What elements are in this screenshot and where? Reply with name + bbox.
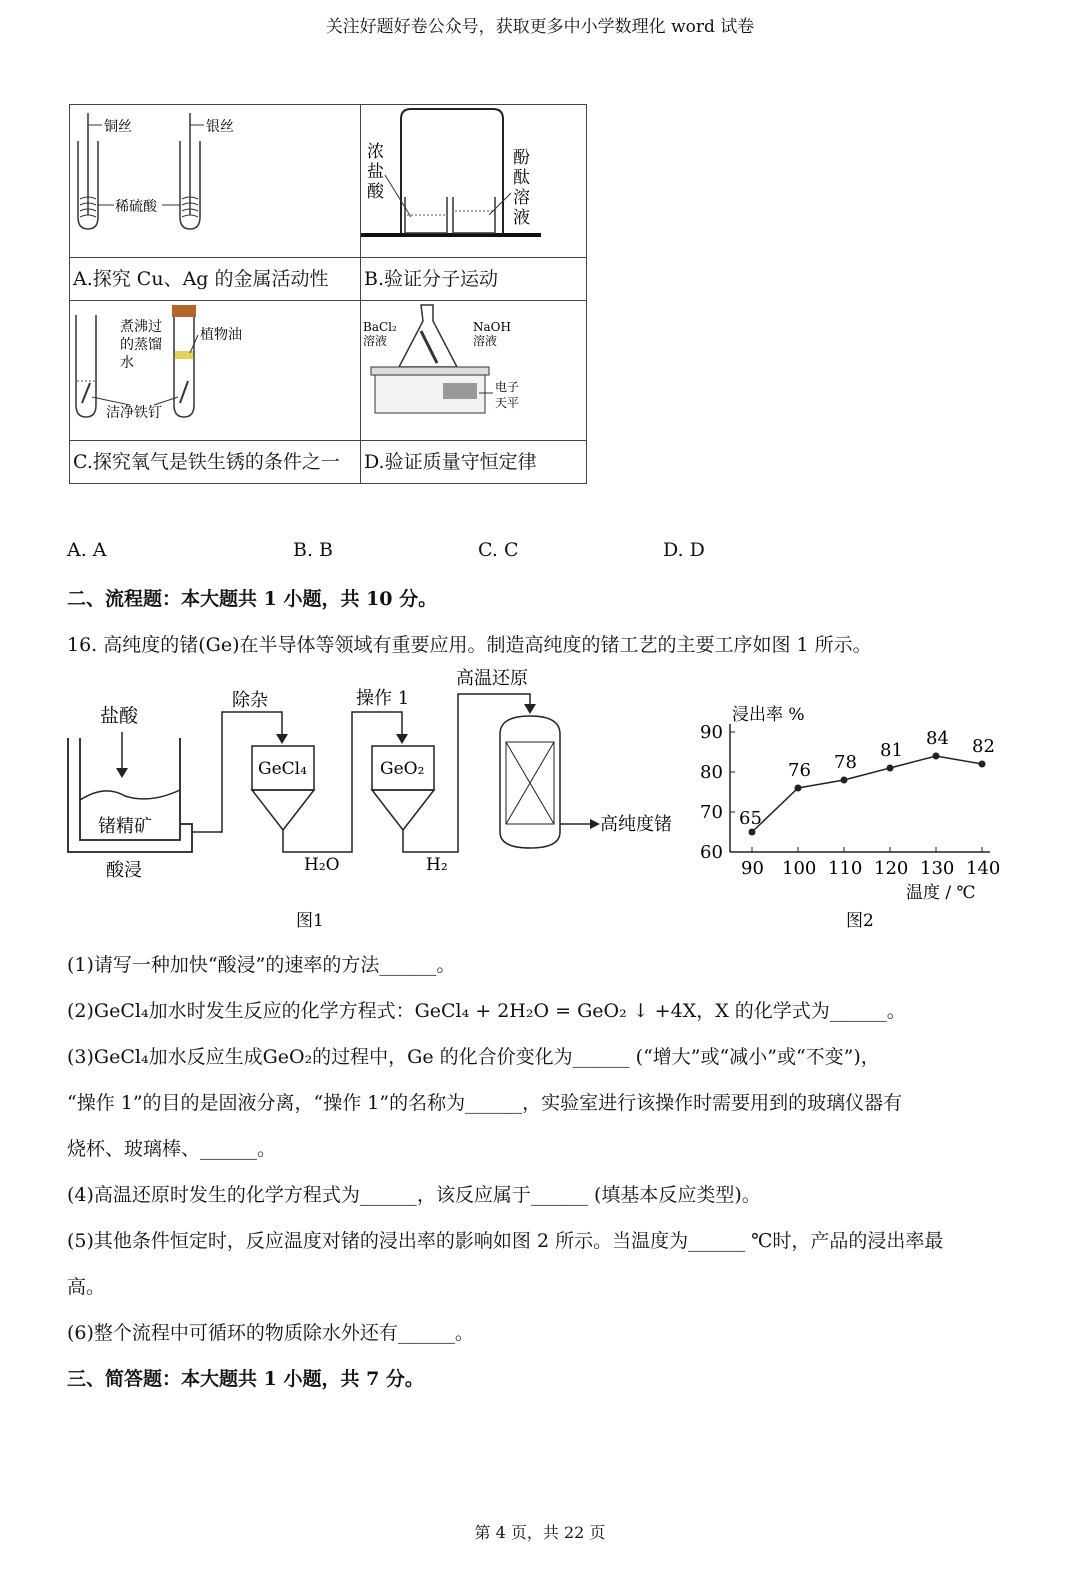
label-impurity-removal: 除杂 (232, 690, 268, 711)
data-label: 76 (788, 760, 811, 781)
label-hydrochloric-acid: 盐酸 (100, 705, 139, 727)
cell-a-image (70, 105, 361, 258)
label-operation-1: 操作 1 (356, 688, 410, 709)
data-point (979, 761, 986, 768)
data-point (841, 777, 848, 784)
choice-b[interactable]: B. B (293, 539, 334, 561)
y-tick-label: 70 (700, 802, 723, 823)
question-16-3-line-1: (3)GeCl₄加水反应生成GeO₂的过程中，Ge 的化合价变化为______ (“增大”或“减小”或“不变”)， (67, 1046, 880, 1068)
label-vegetable-oil: 植物油 (200, 327, 242, 343)
figure-2-caption: 图2 (846, 911, 874, 931)
question-16-5-line-1: (5)其他条件恒定时，反应温度对锗的浸出率的影响如图 2 所示。当温度为______ ℃时，产品的浸出率最 (67, 1230, 944, 1252)
question-16-stem: 16. 高纯度的锗(Ge)在半导体等领域有重要应用。制造高纯度的锗工艺的主要工序如图 1 所示。 (67, 634, 872, 656)
label-gecl4: GeCl₄ (258, 759, 307, 779)
label-clean-nail: 洁净铁钉 (106, 405, 162, 421)
x-tick-label: 140 (966, 858, 1001, 879)
y-tick-label: 90 (700, 722, 723, 743)
page-footer: 第 4 页，共 22 页 (474, 1523, 606, 1542)
cell-c-image (70, 301, 361, 441)
figure-1-caption: 图1 (296, 911, 324, 931)
label-balance: 天平 (495, 396, 520, 410)
cell-d-caption: D.验证质量守恒定律 (361, 441, 587, 484)
label-phenol-3: 溶 (513, 188, 530, 208)
mass-conservation-balance-illustration (361, 301, 586, 436)
label-bacl2-solution: 溶液 (363, 334, 388, 348)
label-boiled-1: 煮沸过 (120, 319, 162, 335)
cell-c-caption: C.探究氧气是铁生锈的条件之一 (70, 441, 361, 484)
question-16-3-line-2: “操作 1”的目的是固液分离，“操作 1”的名称为______，实验室进行该操作时需要用到的玻璃仪器有 (67, 1092, 903, 1114)
label-bacl2: BaCl₂ (363, 320, 397, 334)
y-axis-label: 浸出率 % (732, 705, 805, 725)
y-tick-label: 80 (700, 762, 723, 783)
label-phenol-4: 液 (513, 208, 530, 228)
label-phenol-2: 酞 (513, 168, 530, 188)
data-point (933, 753, 940, 760)
x-tick-label: 100 (782, 858, 817, 879)
cell-b-image (361, 105, 587, 258)
label-naoh-solution: 溶液 (473, 334, 498, 348)
data-point (795, 785, 802, 792)
cell-d-image (361, 301, 587, 441)
label-silver-wire: 银丝 (206, 119, 234, 135)
choice-a[interactable]: A. A (67, 539, 107, 561)
cell-b-caption: B.验证分子运动 (361, 258, 587, 301)
data-label: 81 (880, 740, 903, 761)
x-tick-label: 110 (828, 858, 863, 879)
data-label: 82 (972, 736, 995, 757)
copper-silver-test-tubes-illustration (70, 105, 360, 253)
label-geo2: GeO₂ (380, 759, 425, 779)
choice-d[interactable]: D. D (663, 539, 705, 561)
iron-rust-test-tubes-illustration (70, 301, 360, 436)
label-conc-hcl-1: 浓 (367, 142, 384, 162)
cell-a-caption: A.探究 Cu、Ag 的金属活动性 (70, 258, 361, 301)
series-line (752, 756, 982, 832)
x-tick-label: 130 (920, 858, 955, 879)
section-3-heading: 三、简答题：本大题共 1 小题，共 7 分。 (67, 1368, 424, 1390)
label-conc-hcl-3: 酸 (367, 182, 384, 202)
label-boiled-2: 的蒸馏 (120, 337, 162, 353)
question-16-5-line-2: 高。 (67, 1276, 106, 1298)
data-point (887, 765, 894, 772)
page-header: 关注好题好卷公众号，获取更多中小学数理化 word 试卷 (325, 17, 755, 37)
label-electronic: 电子 (495, 380, 520, 394)
question-16-2: (2)GeCl₄加水时发生反应的化学方程式：GeCl₄ + 2H₂O = GeO₂ ↓ +4X，X 的化学式为______。 (67, 1000, 906, 1022)
label-high-purity-ge: 高纯度锗 (600, 814, 672, 835)
question-16-3-line-3: 烧杯、玻璃棒、______。 (67, 1138, 277, 1160)
label-water: H₂O (304, 855, 340, 875)
molecule-motion-beakers-illustration (361, 105, 586, 253)
label-conc-hcl-2: 盐 (367, 162, 384, 182)
label-acid-leach: 酸浸 (106, 860, 142, 881)
label-boiled-3: 水 (120, 355, 134, 371)
figure-2-chart (690, 700, 1030, 934)
label-phenol-1: 酚 (513, 148, 530, 168)
x-tick-label: 120 (874, 858, 909, 879)
x-tick-label: 90 (741, 858, 764, 879)
choice-c[interactable]: C. C (478, 539, 519, 561)
data-point (749, 829, 756, 836)
data-label: 84 (926, 728, 949, 749)
label-germanium-ore: 锗精矿 (98, 816, 152, 837)
data-label: 65 (739, 808, 762, 829)
label-high-temp-reduction: 高温还原 (456, 668, 528, 689)
question-16-4: (4)高温还原时发生的化学方程式为______，该反应属于______ (填基本反应类型)。 (67, 1184, 761, 1206)
question-16-6: (6)整个流程中可循环的物质除水外还有______。 (67, 1322, 474, 1344)
x-axis-label: 温度 / ℃ (906, 883, 976, 903)
data-label: 78 (834, 752, 857, 773)
figure-1-process-flow (60, 664, 700, 934)
experiment-table (69, 104, 587, 484)
section-2-heading: 二、流程题：本大题共 1 小题，共 10 分。 (67, 588, 438, 610)
label-naoh: NaOH (473, 320, 511, 334)
label-hydrogen: H₂ (426, 855, 448, 875)
y-tick-label: 60 (700, 842, 723, 863)
label-dilute-sulfuric-acid: 稀硫酸 (115, 199, 157, 215)
label-copper-wire: 铜丝 (104, 119, 132, 135)
question-16-1: (1)请写一种加快“酸浸”的速率的方法______。 (67, 954, 456, 976)
